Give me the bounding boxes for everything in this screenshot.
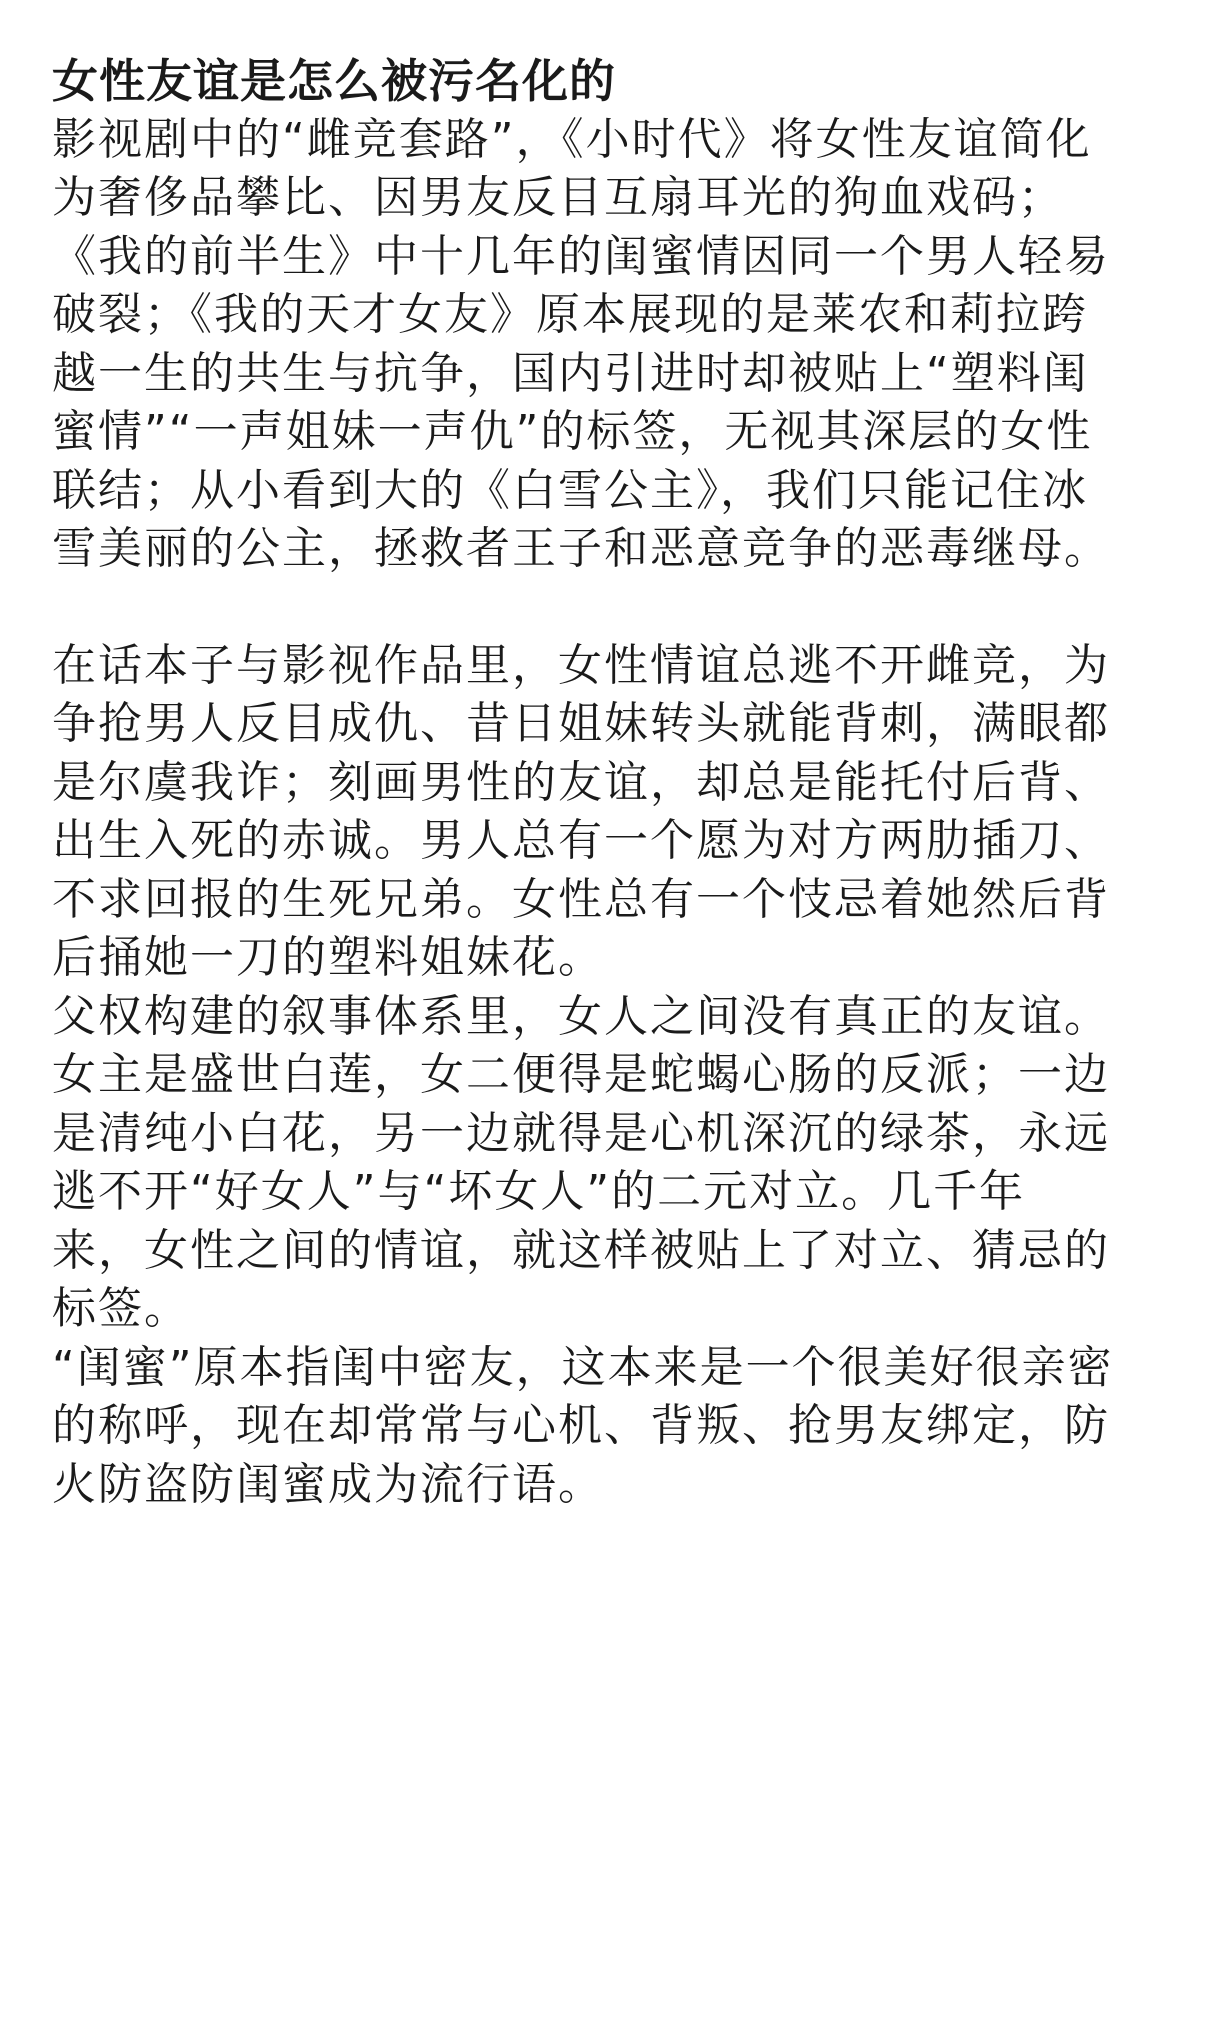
text-line: 《我的前半生》中十几年的闺蜜情因同一个男人轻易	[52, 231, 1110, 282]
text-line: 争抢男人反目成仇、昔日姐妹转头就能背刺，满眼都	[52, 698, 1110, 749]
text-line: 的称呼，现在却常常与心机、背叛、抢男友绑定，防	[52, 1400, 1110, 1451]
text-line: 在话本子与影视作品里，女性情谊总逃不开雌竞，为	[52, 640, 1110, 691]
text-line: 为奢侈品攀比、因男友反目互扇耳光的狗血戏码；	[52, 172, 1064, 223]
text-line: 不求回报的生死兄弟。女性总有一个忮忌着她然后背	[52, 874, 1110, 925]
text-line: 女主是盛世白莲，女二便得是蛇蝎心肠的反派；一边	[52, 1049, 1110, 1100]
text-line: 雪美丽的公主，拯救者王子和恶意竞争的恶毒继母。	[52, 523, 1110, 574]
text-line: 来，女性之间的情谊，就这样被贴上了对立、猜忌的	[52, 1225, 1110, 1276]
text-line: 越一生的共生与抗争，国内引进时却被贴上“塑料闺	[52, 348, 1089, 399]
text-line: “闺蜜”原本指闺中密友，这本来是一个很美好很亲密	[52, 1342, 1114, 1393]
text-line: 联结；从小看到大的《白雪公主》，我们只能记住冰	[52, 465, 1088, 516]
text-line: 破裂；《我的天才女友》原本展现的是莱农和莉拉跨	[52, 289, 1088, 340]
article-title: 女性友谊是怎么被污名化的	[52, 54, 616, 108]
text-line: 父权构建的叙事体系里，女人之间没有真正的友谊。	[52, 991, 1110, 1042]
text-line: 影视剧中的“雌竞套路”，《小时代》将女性友谊简化	[52, 114, 1092, 165]
text-line: 出生入死的赤诚。男人总有一个愿为对方两肋插刀、	[52, 815, 1110, 866]
text-line: 逃不开“好女人”与“坏女人”的二元对立。几千年	[52, 1166, 1026, 1217]
text-line: 标签。	[52, 1283, 190, 1334]
text-line: 后捅她一刀的塑料姐妹花。	[52, 932, 604, 983]
text-line: 是清纯小白花，另一边就得是心机深沉的绿茶，永远	[52, 1108, 1110, 1159]
text-line: 火防盗防闺蜜成为流行语。	[52, 1459, 604, 1510]
text-line: 蜜情”“一声姐妹一声仇”的标签，无视其深层的女性	[52, 406, 1093, 457]
text-line: 是尔虞我诈；刻画男性的友谊，却总是能托付后背、	[52, 757, 1110, 808]
